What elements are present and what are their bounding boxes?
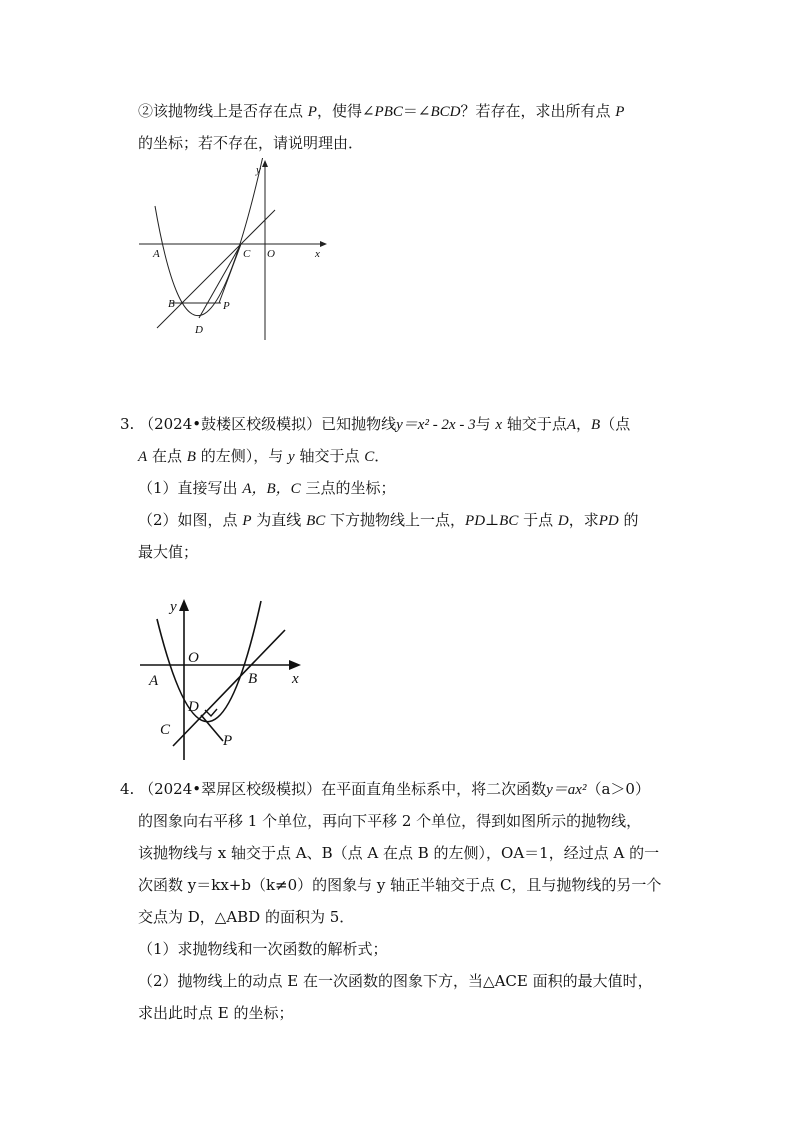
line-bc <box>173 630 285 746</box>
label-c: C <box>243 248 251 260</box>
parabola <box>155 158 263 316</box>
q4-part-1: （1）求抛物线和一次函数的解析式； <box>138 940 388 958</box>
q3-part-2 <box>138 510 639 531</box>
text: ，使得∠ <box>316 102 375 120</box>
label-p: P <box>223 733 233 749</box>
label-c: C <box>160 722 171 738</box>
label-x: x <box>315 248 320 260</box>
text: 下方抛物线上一点， <box>330 511 466 529</box>
var: PD <box>465 513 486 529</box>
var: PBC <box>374 104 403 120</box>
text: （点 <box>600 415 631 433</box>
text: ，求 <box>568 511 599 529</box>
var: B <box>186 449 196 465</box>
var: PD <box>598 513 619 529</box>
q4-line-3: 该抛物线与 x 轴交于点 A、B（点 A 在点 B 的左侧），OA＝1，经过点 A 的一 <box>138 844 660 862</box>
text: ⊥ <box>485 511 500 529</box>
text: 为直线 <box>256 511 302 529</box>
text: 轴交于点 <box>506 415 567 433</box>
label-y: y <box>256 164 261 176</box>
var: A，B，C <box>242 481 301 497</box>
text: 三点的坐标； <box>305 479 396 497</box>
question-number: 4. <box>120 780 135 798</box>
var: C <box>364 449 375 465</box>
label-o: O <box>188 650 199 666</box>
segment-cp <box>219 244 241 303</box>
q4-line-5: 交点为 D，△ABD 的面积为 5． <box>138 908 355 926</box>
var: D <box>557 513 569 529</box>
var: BCD <box>430 104 461 120</box>
q3-line-1 <box>120 414 630 435</box>
q4-line-2: 的图象向右平移 1 个单位，再向下平移 2 个单位，得到如图所示的抛物线， <box>138 812 642 830</box>
q3-line-2 <box>138 446 389 467</box>
label-x: x <box>292 671 299 687</box>
var: A <box>566 417 577 433</box>
text: （2）如图，点 <box>138 511 238 529</box>
var: A <box>138 449 148 465</box>
text: 与 <box>475 415 491 433</box>
formula: y＝x² - 2x - 3 <box>396 417 476 433</box>
q2-line-1 <box>138 101 624 122</box>
text: ②该抛物线上是否存在点 <box>138 102 304 120</box>
label-o: O <box>267 248 275 260</box>
var: P <box>615 104 625 120</box>
q4-line-4: 次函数 y＝kx+b（k≠0）的图象与 y 轴正半轴交于点 C，且与抛物线的另一个 <box>138 876 662 894</box>
label-b: B <box>168 298 175 310</box>
y-arrow <box>179 599 189 611</box>
figure-2 <box>135 595 320 765</box>
text: 于点 <box>523 511 554 529</box>
formula: y＝ax² <box>546 782 587 798</box>
var: BC <box>306 513 326 529</box>
q4-line-1 <box>120 779 650 800</box>
parabola <box>157 601 261 722</box>
var: P <box>307 104 317 120</box>
var: P <box>242 513 252 529</box>
label-b: B <box>248 671 258 687</box>
q4-part-2-line-2: 求出此时点 E 的坐标； <box>138 1004 294 1022</box>
q3-part-2-line-2: 最大值； <box>138 543 199 561</box>
text: ， <box>576 415 592 433</box>
segment-pd <box>201 715 223 741</box>
text: （1）直接写出 <box>138 479 238 497</box>
var: y <box>288 449 295 465</box>
figure-1 <box>135 158 335 348</box>
var: B <box>591 417 601 433</box>
label-a: A <box>149 673 159 689</box>
text: （2024•鼓楼区校级模拟）已知抛物线 <box>139 415 397 433</box>
text: ＝∠ <box>402 102 431 120</box>
text: ． <box>374 447 390 465</box>
label-d: D <box>188 699 199 715</box>
x-arrow <box>320 241 327 247</box>
label-p: P <box>223 300 230 312</box>
text: 的左侧），与 <box>200 447 284 465</box>
text: ？若存在，求出所有点 <box>460 102 611 120</box>
q4-part-2: （2）抛物线上的动点 E 在一次函数的图象下方，当△ACE 面积的最大值时， <box>138 972 653 990</box>
var: BC <box>499 513 519 529</box>
label-a: A <box>153 248 160 260</box>
text: （2024•翠屏区校级模拟）在平面直角坐标系中，将二次函数 <box>139 780 547 798</box>
segment-cd <box>199 244 241 318</box>
y-arrow <box>262 160 268 167</box>
text: 的 <box>623 511 639 529</box>
question-number: 3. <box>120 415 135 433</box>
line-bc <box>157 210 275 328</box>
var: x <box>495 417 503 433</box>
q3-part-1 <box>138 478 395 499</box>
x-arrow <box>289 660 301 670</box>
text: 在点 <box>151 447 182 465</box>
label-d: D <box>195 324 203 336</box>
q2-line-2: 的坐标；若不存在，请说明理由． <box>138 134 364 152</box>
text: （a＞0） <box>586 780 650 798</box>
text: 轴交于点 <box>299 447 360 465</box>
label-y: y <box>170 599 177 615</box>
